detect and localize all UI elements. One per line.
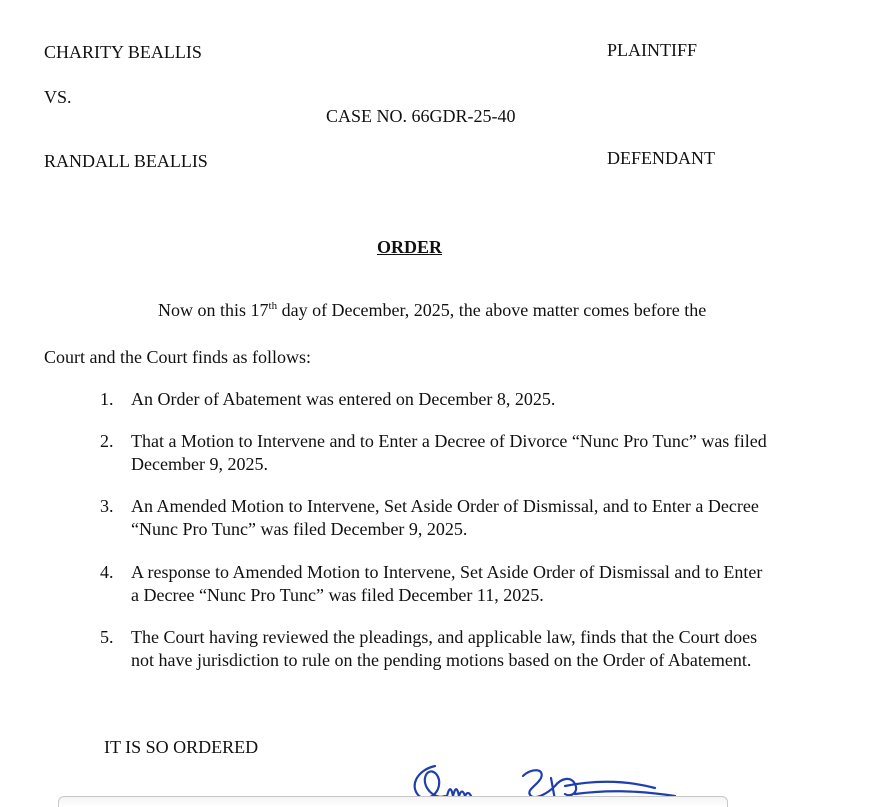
- order-title: ORDER: [377, 237, 443, 257]
- finding-number: 1.: [100, 389, 114, 409]
- finding-number: 2.: [100, 431, 114, 451]
- page-bottom-edge: [58, 796, 728, 807]
- finding-text: An Amended Motion to Intervene, Set Aside Order of Dismissal, and to Enter a Decree “Nunc Pro Tunc” was filed December 9, 2025.: [131, 496, 759, 539]
- finding-text: An Order of Abatement was entered on December 8, 2025.: [131, 389, 556, 409]
- closing-statement: IT IS SO ORDERED: [104, 737, 259, 757]
- defendant-name: RANDALL BEALLIS: [44, 151, 208, 171]
- intro-superscript: th: [268, 300, 278, 312]
- versus-label: VS.: [44, 87, 72, 107]
- intro-prefix: Now on this 17: [158, 300, 269, 320]
- plaintiff-name: CHARITY BEALLIS: [44, 42, 202, 62]
- case-number: CASE NO. 66GDR-25-40: [326, 106, 516, 126]
- finding-number: 3.: [100, 496, 114, 516]
- finding-number: 4.: [100, 562, 114, 582]
- intro-line-2: Court and the Court finds as follows:: [44, 347, 311, 367]
- finding-text: That a Motion to Intervene and to Enter a Decree of Divorce “Nunc Pro Tunc” was filed December 9, 2025.: [131, 431, 767, 474]
- plaintiff-role: PLAINTIFF: [607, 40, 698, 60]
- intro-line-1: [158, 300, 706, 322]
- defendant-role: DEFENDANT: [607, 148, 715, 168]
- intro-suffix: day of December, 2025, the above matter comes before the: [277, 300, 707, 320]
- finding-text: A response to Amended Motion to Intervene, Set Aside Order of Dismissal and to Enter a Decree “Nunc Pro Tunc” was filed December 11, 2025.: [131, 562, 763, 605]
- finding-number: 5.: [100, 627, 114, 647]
- finding-text: The Court having reviewed the pleadings, and applicable law, finds that the Court does not have jurisdiction to rule on the pending motions based on the Order of Abatement.: [131, 627, 758, 670]
